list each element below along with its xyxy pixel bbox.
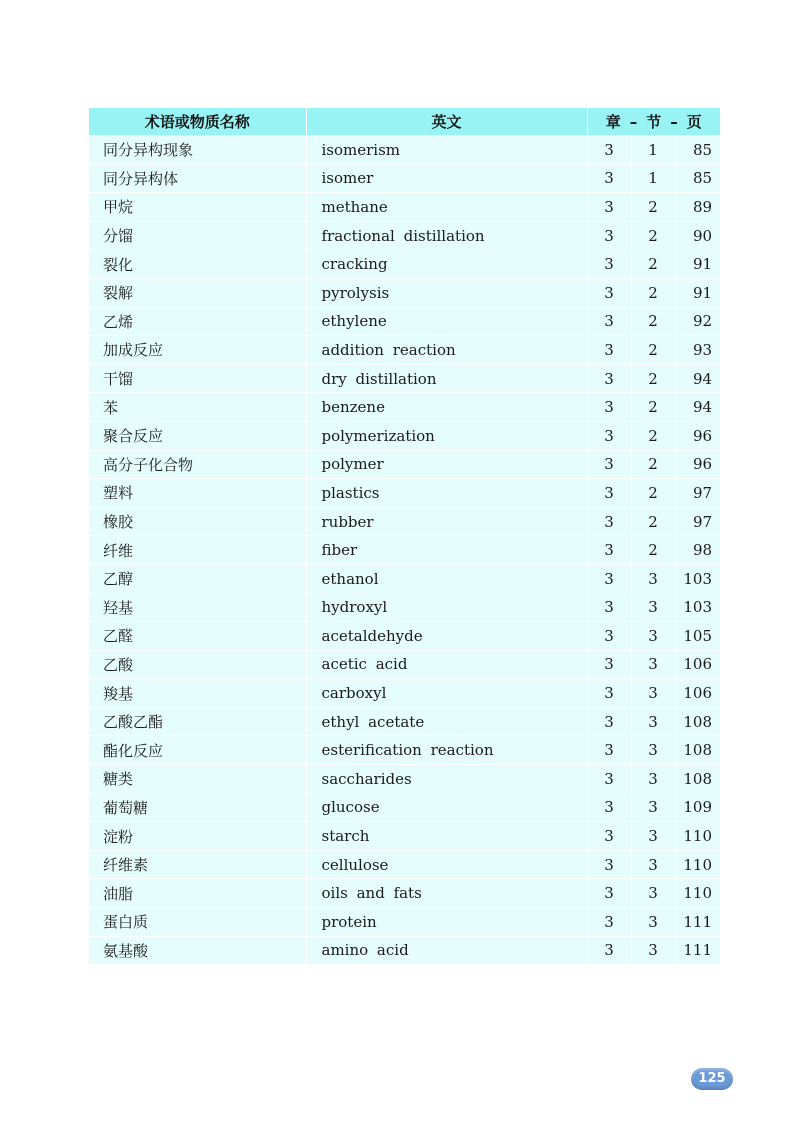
cell-chapter: 3 xyxy=(587,936,631,965)
header-section: 节 xyxy=(646,113,662,131)
cell-english: isomerism xyxy=(306,136,587,165)
cell-english: ethyl acetate xyxy=(306,707,587,736)
cell-page: 97 xyxy=(675,479,720,508)
page-number-badge: 125 xyxy=(691,1068,733,1090)
cell-section: 3 xyxy=(631,736,675,765)
cell-section: 3 xyxy=(631,650,675,679)
cell-term: 裂解 xyxy=(89,278,306,307)
table-row xyxy=(89,822,720,851)
cell-section: 2 xyxy=(631,421,675,450)
cell-term: 甲烷 xyxy=(89,193,306,222)
cell-term: 纤维素 xyxy=(89,850,306,879)
cell-section: 2 xyxy=(631,193,675,222)
cell-english: acetic acid xyxy=(306,650,587,679)
cell-section: 3 xyxy=(631,679,675,708)
cell-chapter: 3 xyxy=(587,450,631,479)
cell-term: 油脂 xyxy=(89,879,306,908)
table-row xyxy=(89,564,720,593)
cell-term: 裂化 xyxy=(89,250,306,279)
cell-chapter: 3 xyxy=(587,679,631,708)
table-row xyxy=(89,307,720,336)
cell-chapter: 3 xyxy=(587,479,631,508)
cell-term: 葡萄糖 xyxy=(89,793,306,822)
cell-page: 96 xyxy=(675,421,720,450)
cell-page: 111 xyxy=(675,908,720,937)
cell-term: 乙烯 xyxy=(89,307,306,336)
cell-section: 2 xyxy=(631,336,675,365)
cell-chapter: 3 xyxy=(587,250,631,279)
cell-chapter: 3 xyxy=(587,421,631,450)
cell-english: isomer xyxy=(306,164,587,193)
header-separator-2: – xyxy=(670,113,678,131)
cell-section: 2 xyxy=(631,364,675,393)
cell-term: 乙醛 xyxy=(89,622,306,651)
cell-english: esterification reaction xyxy=(306,736,587,765)
header-reference xyxy=(587,108,720,136)
cell-term: 纤维 xyxy=(89,536,306,565)
cell-english: ethanol xyxy=(306,564,587,593)
cell-term: 氨基酸 xyxy=(89,936,306,965)
cell-section: 3 xyxy=(631,879,675,908)
cell-page: 108 xyxy=(675,765,720,794)
table-row xyxy=(89,593,720,622)
glossary-header xyxy=(89,108,720,136)
table-row xyxy=(89,421,720,450)
cell-english: carboxyl xyxy=(306,679,587,708)
cell-page: 110 xyxy=(675,879,720,908)
header-english: 英文 xyxy=(306,108,587,136)
table-row xyxy=(89,393,720,422)
cell-chapter: 3 xyxy=(587,765,631,794)
cell-page: 97 xyxy=(675,507,720,536)
table-row xyxy=(89,736,720,765)
cell-english: cracking xyxy=(306,250,587,279)
cell-term: 聚合反应 xyxy=(89,421,306,450)
cell-section: 1 xyxy=(631,164,675,193)
cell-section: 3 xyxy=(631,850,675,879)
cell-term: 乙醇 xyxy=(89,564,306,593)
cell-english: saccharides xyxy=(306,765,587,794)
cell-page: 98 xyxy=(675,536,720,565)
cell-chapter: 3 xyxy=(587,536,631,565)
cell-page: 110 xyxy=(675,850,720,879)
cell-section: 2 xyxy=(631,221,675,250)
table-row xyxy=(89,536,720,565)
cell-english: pyrolysis xyxy=(306,278,587,307)
cell-english: acetaldehyde xyxy=(306,622,587,651)
cell-page: 94 xyxy=(675,393,720,422)
cell-section: 2 xyxy=(631,307,675,336)
cell-term: 干馏 xyxy=(89,364,306,393)
cell-page: 103 xyxy=(675,593,720,622)
table-row xyxy=(89,336,720,365)
cell-page: 91 xyxy=(675,250,720,279)
table-row xyxy=(89,221,720,250)
cell-term: 分馏 xyxy=(89,221,306,250)
cell-page: 109 xyxy=(675,793,720,822)
cell-english: ethylene xyxy=(306,307,587,336)
cell-chapter: 3 xyxy=(587,879,631,908)
cell-term: 塑料 xyxy=(89,479,306,508)
cell-page: 92 xyxy=(675,307,720,336)
cell-term: 同分异构体 xyxy=(89,164,306,193)
cell-chapter: 3 xyxy=(587,736,631,765)
cell-english: glucose xyxy=(306,793,587,822)
cell-page: 108 xyxy=(675,736,720,765)
cell-page: 91 xyxy=(675,278,720,307)
cell-term: 蛋白质 xyxy=(89,908,306,937)
glossary-table xyxy=(89,108,720,965)
table-row xyxy=(89,364,720,393)
cell-term: 糖类 xyxy=(89,765,306,794)
header-page: 页 xyxy=(686,113,702,131)
cell-section: 2 xyxy=(631,536,675,565)
cell-section: 2 xyxy=(631,479,675,508)
cell-section: 2 xyxy=(631,278,675,307)
cell-page: 108 xyxy=(675,707,720,736)
cell-page: 110 xyxy=(675,822,720,851)
cell-chapter: 3 xyxy=(587,622,631,651)
cell-chapter: 3 xyxy=(587,822,631,851)
cell-chapter: 3 xyxy=(587,850,631,879)
table-row xyxy=(89,850,720,879)
cell-english: methane xyxy=(306,193,587,222)
table-row xyxy=(89,650,720,679)
cell-term: 羧基 xyxy=(89,679,306,708)
cell-term: 酯化反应 xyxy=(89,736,306,765)
cell-term: 加成反应 xyxy=(89,336,306,365)
cell-term: 苯 xyxy=(89,393,306,422)
cell-chapter: 3 xyxy=(587,793,631,822)
cell-english: fractional distillation xyxy=(306,221,587,250)
table-row xyxy=(89,507,720,536)
cell-section: 2 xyxy=(631,507,675,536)
cell-chapter: 3 xyxy=(587,507,631,536)
cell-english: polymer xyxy=(306,450,587,479)
header-row xyxy=(89,108,720,136)
header-chapter: 章 xyxy=(605,113,621,131)
cell-page: 93 xyxy=(675,336,720,365)
cell-term: 淀粉 xyxy=(89,822,306,851)
cell-page: 89 xyxy=(675,193,720,222)
cell-section: 3 xyxy=(631,936,675,965)
cell-page: 85 xyxy=(675,164,720,193)
cell-page: 103 xyxy=(675,564,720,593)
cell-term: 同分异构现象 xyxy=(89,136,306,165)
cell-chapter: 3 xyxy=(587,336,631,365)
cell-chapter: 3 xyxy=(587,221,631,250)
cell-english: protein xyxy=(306,908,587,937)
cell-english: plastics xyxy=(306,479,587,508)
table-row xyxy=(89,793,720,822)
cell-chapter: 3 xyxy=(587,908,631,937)
cell-english: hydroxyl xyxy=(306,593,587,622)
cell-chapter: 3 xyxy=(587,307,631,336)
table-row xyxy=(89,450,720,479)
cell-chapter: 3 xyxy=(587,707,631,736)
cell-section: 2 xyxy=(631,250,675,279)
table-row xyxy=(89,193,720,222)
cell-page: 94 xyxy=(675,364,720,393)
table-row xyxy=(89,278,720,307)
table-row xyxy=(89,879,720,908)
cell-term: 乙酸 xyxy=(89,650,306,679)
table-row xyxy=(89,679,720,708)
cell-chapter: 3 xyxy=(587,136,631,165)
cell-section: 3 xyxy=(631,707,675,736)
cell-english: starch xyxy=(306,822,587,851)
cell-chapter: 3 xyxy=(587,564,631,593)
cell-page: 111 xyxy=(675,936,720,965)
cell-term: 乙酸乙酯 xyxy=(89,707,306,736)
cell-page: 96 xyxy=(675,450,720,479)
cell-english: rubber xyxy=(306,507,587,536)
table-row xyxy=(89,250,720,279)
cell-section: 3 xyxy=(631,793,675,822)
table-row xyxy=(89,908,720,937)
table-row xyxy=(89,707,720,736)
cell-english: amino acid xyxy=(306,936,587,965)
header-separator-1: – xyxy=(629,113,638,131)
table-row xyxy=(89,622,720,651)
cell-chapter: 3 xyxy=(587,650,631,679)
table-row xyxy=(89,164,720,193)
cell-chapter: 3 xyxy=(587,393,631,422)
cell-section: 3 xyxy=(631,622,675,651)
cell-chapter: 3 xyxy=(587,193,631,222)
glossary-body xyxy=(89,136,720,965)
cell-chapter: 3 xyxy=(587,593,631,622)
cell-english: addition reaction xyxy=(306,336,587,365)
cell-page: 106 xyxy=(675,679,720,708)
cell-page: 106 xyxy=(675,650,720,679)
table-row xyxy=(89,479,720,508)
table-row xyxy=(89,765,720,794)
cell-chapter: 3 xyxy=(587,278,631,307)
cell-chapter: 3 xyxy=(587,164,631,193)
cell-english: oils and fats xyxy=(306,879,587,908)
cell-english: cellulose xyxy=(306,850,587,879)
cell-section: 2 xyxy=(631,393,675,422)
table-row xyxy=(89,936,720,965)
cell-english: polymerization xyxy=(306,421,587,450)
header-term: 术语或物质名称 xyxy=(89,108,306,136)
cell-chapter: 3 xyxy=(587,364,631,393)
cell-page: 85 xyxy=(675,136,720,165)
cell-section: 3 xyxy=(631,564,675,593)
cell-term: 羟基 xyxy=(89,593,306,622)
cell-term: 高分子化合物 xyxy=(89,450,306,479)
cell-section: 1 xyxy=(631,136,675,165)
cell-section: 3 xyxy=(631,908,675,937)
cell-section: 3 xyxy=(631,822,675,851)
cell-english: dry distillation xyxy=(306,364,587,393)
cell-section: 2 xyxy=(631,450,675,479)
cell-english: fiber xyxy=(306,536,587,565)
cell-section: 3 xyxy=(631,593,675,622)
cell-section: 3 xyxy=(631,765,675,794)
table-row xyxy=(89,136,720,165)
cell-term: 橡胶 xyxy=(89,507,306,536)
cell-english: benzene xyxy=(306,393,587,422)
cell-page: 90 xyxy=(675,221,720,250)
cell-page: 105 xyxy=(675,622,720,651)
